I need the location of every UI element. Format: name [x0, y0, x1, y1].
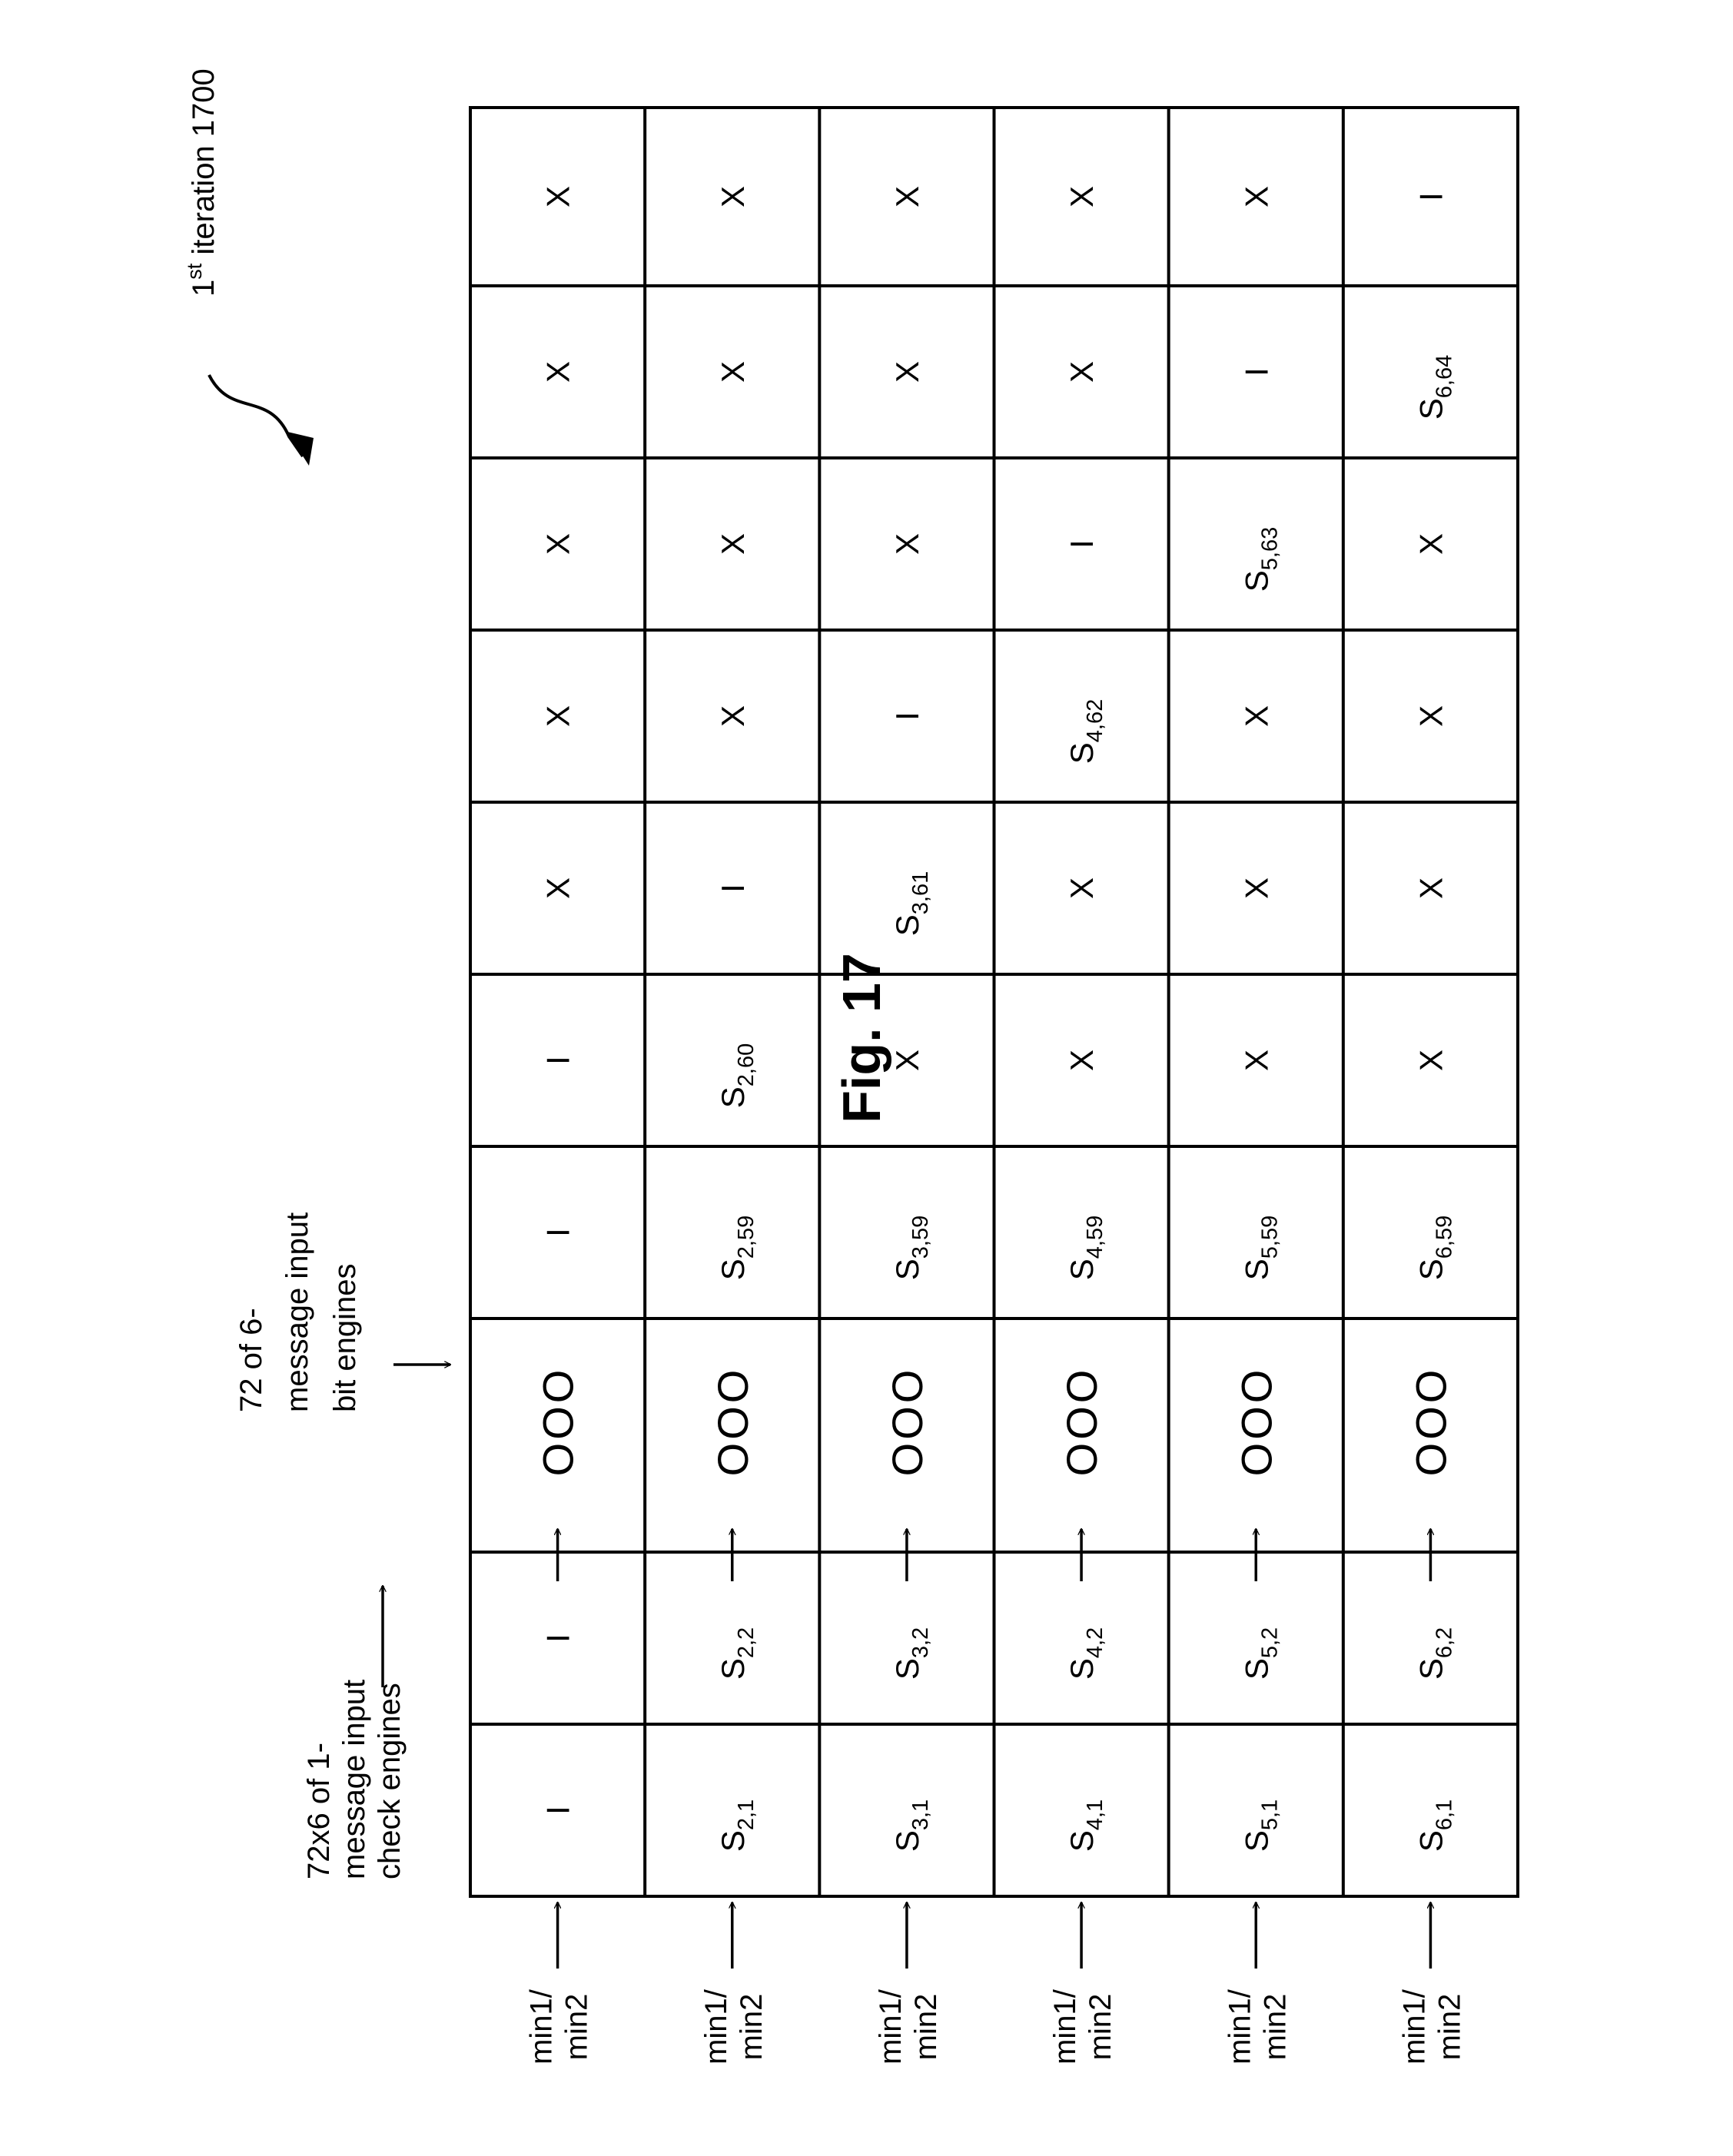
message-cell-s — [1064, 699, 1107, 764]
message-cell-s — [715, 1799, 759, 1852]
row-input — [874, 1902, 943, 2065]
message-symbol: S — [714, 1086, 751, 1109]
check-engines-label — [302, 1586, 407, 1879]
empty-cell-x: X — [1064, 877, 1101, 900]
row-input-line-1: min1/ — [1048, 1989, 1083, 2065]
message-cell-s — [1064, 1799, 1107, 1852]
message-subscript: 4,62 — [1083, 698, 1108, 743]
iteration-arrowhead — [287, 432, 314, 466]
message-symbol: S — [1413, 1658, 1449, 1680]
ellipsis-ooo: OOO — [1057, 1366, 1107, 1477]
row-input — [699, 1902, 769, 2065]
check-engines-line-3: check engines — [373, 1683, 407, 1879]
row-input-line-2: min2 — [559, 1993, 594, 2061]
message-symbol: S — [1413, 1259, 1449, 1281]
message-subscript: 2,60 — [733, 1043, 759, 1087]
empty-cell-x: X — [539, 705, 576, 728]
row-input-line-2: min2 — [1258, 1993, 1293, 2061]
empty-cell-x: X — [1238, 1049, 1275, 1072]
message-symbol: S — [888, 1830, 925, 1853]
message-symbol: S — [1413, 398, 1449, 420]
identity-cell-i: I — [539, 1634, 576, 1643]
figure-caption: Fig. 17 — [832, 953, 891, 1123]
message-cell-s — [1238, 1627, 1282, 1680]
empty-cell-x: X — [714, 705, 751, 728]
iteration-label — [183, 68, 314, 466]
message-subscript: 5,59 — [1257, 1215, 1283, 1259]
identity-cell-i: I — [1064, 539, 1101, 549]
empty-cell-x: X — [888, 1049, 925, 1072]
empty-cell-x: X — [1238, 185, 1275, 208]
iteration-curved-arrow — [209, 375, 303, 456]
iteration-text — [183, 68, 221, 297]
empty-cell-x: X — [888, 360, 925, 383]
message-subscript: 3,1 — [908, 1799, 933, 1831]
empty-cell-x: X — [1413, 1049, 1449, 1072]
message-symbol: S — [1064, 742, 1101, 765]
ellipsis-ooo: OOO — [1406, 1366, 1456, 1477]
empty-cell-x: X — [1064, 185, 1101, 208]
row-input-line-2: min2 — [1433, 1993, 1467, 2061]
message-cell-s — [1413, 355, 1456, 420]
message-subscript: 3,59 — [908, 1215, 933, 1259]
empty-cell-x: X — [714, 185, 751, 208]
empty-cell-x: X — [1413, 532, 1449, 556]
message-cell-s — [1238, 527, 1282, 592]
empty-cell-x: X — [1238, 877, 1275, 900]
message-symbol: S — [888, 914, 925, 937]
grid-row — [1057, 186, 1107, 1852]
empty-cell-x: X — [888, 185, 925, 208]
message-symbol: S — [1413, 1830, 1449, 1853]
empty-cell-x: X — [1064, 1049, 1101, 1072]
engine-grid — [470, 108, 1518, 1896]
grid-row — [534, 186, 583, 1815]
empty-cell-x: X — [1064, 360, 1101, 383]
message-symbol: S — [888, 1658, 925, 1680]
message-subscript: 2,1 — [733, 1799, 759, 1831]
row-input — [1223, 1902, 1292, 2065]
check-engines-line-2: message input — [337, 1679, 371, 1879]
message-symbol: S — [714, 1259, 751, 1281]
message-cell-s — [889, 871, 933, 936]
message-subscript: 4,1 — [1083, 1799, 1108, 1831]
message-cell-s — [889, 1799, 933, 1852]
empty-cell-x: X — [714, 360, 751, 383]
row-input-line-1: min1/ — [1223, 1989, 1257, 2065]
iteration-superscript: st — [183, 263, 206, 280]
message-subscript: 3,2 — [908, 1627, 933, 1659]
empty-cell-x: X — [539, 360, 576, 383]
message-subscript: 6,59 — [1432, 1215, 1457, 1259]
identity-cell-i: I — [539, 1806, 576, 1815]
row-input-line-1: min1/ — [699, 1989, 733, 2065]
message-symbol: S — [1064, 1658, 1101, 1680]
message-subscript: 5,2 — [1257, 1627, 1283, 1659]
identity-cell-i: I — [1413, 192, 1449, 201]
message-subscript: 3,61 — [908, 871, 933, 915]
message-symbol: S — [714, 1658, 751, 1680]
message-symbol: S — [1064, 1830, 1101, 1853]
message-cell-s — [1064, 1216, 1107, 1280]
message-cell-s — [1238, 1216, 1282, 1280]
ellipsis-ooo: OOO — [708, 1366, 757, 1477]
message-cell-s — [1238, 1799, 1282, 1852]
message-cell-s — [715, 1216, 759, 1280]
empty-cell-x: X — [1413, 705, 1449, 728]
message-symbol: S — [714, 1830, 751, 1853]
iteration-number: 1 — [187, 279, 221, 297]
empty-cell-x: X — [1413, 877, 1449, 900]
row-input-line-1: min1/ — [524, 1989, 559, 2065]
identity-cell-i: I — [714, 884, 751, 893]
message-cell-s — [1413, 1216, 1456, 1280]
empty-cell-x: X — [539, 185, 576, 208]
row-inputs — [525, 1902, 1467, 2065]
empty-cell-x: X — [539, 877, 576, 900]
row-input-line-2: min2 — [734, 1993, 769, 2061]
message-symbol: S — [1238, 1259, 1275, 1281]
message-subscript: 2,2 — [733, 1627, 759, 1659]
identity-cell-i: I — [1238, 367, 1275, 376]
grid-row — [1232, 186, 1282, 1852]
empty-cell-x: X — [714, 532, 751, 556]
identity-cell-i: I — [888, 711, 925, 721]
grid-row — [709, 186, 759, 1852]
message-cell-s — [1064, 1627, 1107, 1680]
row-input — [1397, 1902, 1466, 2065]
bit-engines-line-1: 72 of 6- — [234, 1308, 268, 1412]
message-subscript: 5,63 — [1257, 526, 1283, 571]
message-cell-s — [1413, 1799, 1456, 1852]
identity-cell-i: I — [539, 1056, 576, 1065]
message-symbol: S — [888, 1259, 925, 1281]
message-subscript: 6,2 — [1432, 1627, 1457, 1659]
ellipsis-ooo: OOO — [533, 1366, 583, 1477]
message-symbol: S — [1238, 1658, 1275, 1680]
grid-row — [1406, 192, 1456, 1852]
message-subscript: 4,2 — [1083, 1627, 1108, 1659]
message-cell-s — [1413, 1627, 1456, 1680]
row-input-line-1: min1/ — [1397, 1989, 1432, 2065]
identity-cell-i: I — [539, 1228, 576, 1237]
check-engines-line-1: 72x6 of 1- — [302, 1743, 336, 1879]
message-subscript: 5,1 — [1257, 1799, 1283, 1831]
row-input — [525, 1902, 594, 2065]
empty-cell-x: X — [888, 532, 925, 556]
message-symbol: S — [1238, 1830, 1275, 1853]
bit-engines-line-2: message input — [281, 1212, 314, 1412]
message-cell-s — [715, 1627, 759, 1680]
message-symbol: S — [1064, 1259, 1101, 1281]
message-subscript: 4,59 — [1083, 1215, 1108, 1259]
empty-cell-x: X — [1238, 705, 1275, 728]
row-input-line-1: min1/ — [873, 1989, 908, 2065]
ellipsis-ooo: OOO — [882, 1366, 931, 1477]
message-symbol: S — [1238, 570, 1275, 592]
row-input-line-2: min2 — [908, 1993, 943, 2061]
empty-cell-x: X — [539, 532, 576, 556]
bit-engines-label — [234, 1212, 450, 1412]
row-input — [1048, 1902, 1117, 2065]
message-subscript: 6,1 — [1432, 1799, 1457, 1831]
row-input-line-2: min2 — [1084, 1993, 1118, 2061]
message-subscript: 2,59 — [733, 1215, 759, 1259]
bit-engines-line-3: bit engines — [328, 1263, 362, 1412]
message-cell-s — [889, 1216, 933, 1280]
message-cell-s — [715, 1043, 759, 1108]
ellipsis-ooo: OOO — [1232, 1366, 1281, 1477]
message-subscript: 6,64 — [1432, 354, 1457, 399]
message-cell-s — [889, 1627, 933, 1680]
iteration-rest: iteration 1700 — [187, 68, 221, 264]
